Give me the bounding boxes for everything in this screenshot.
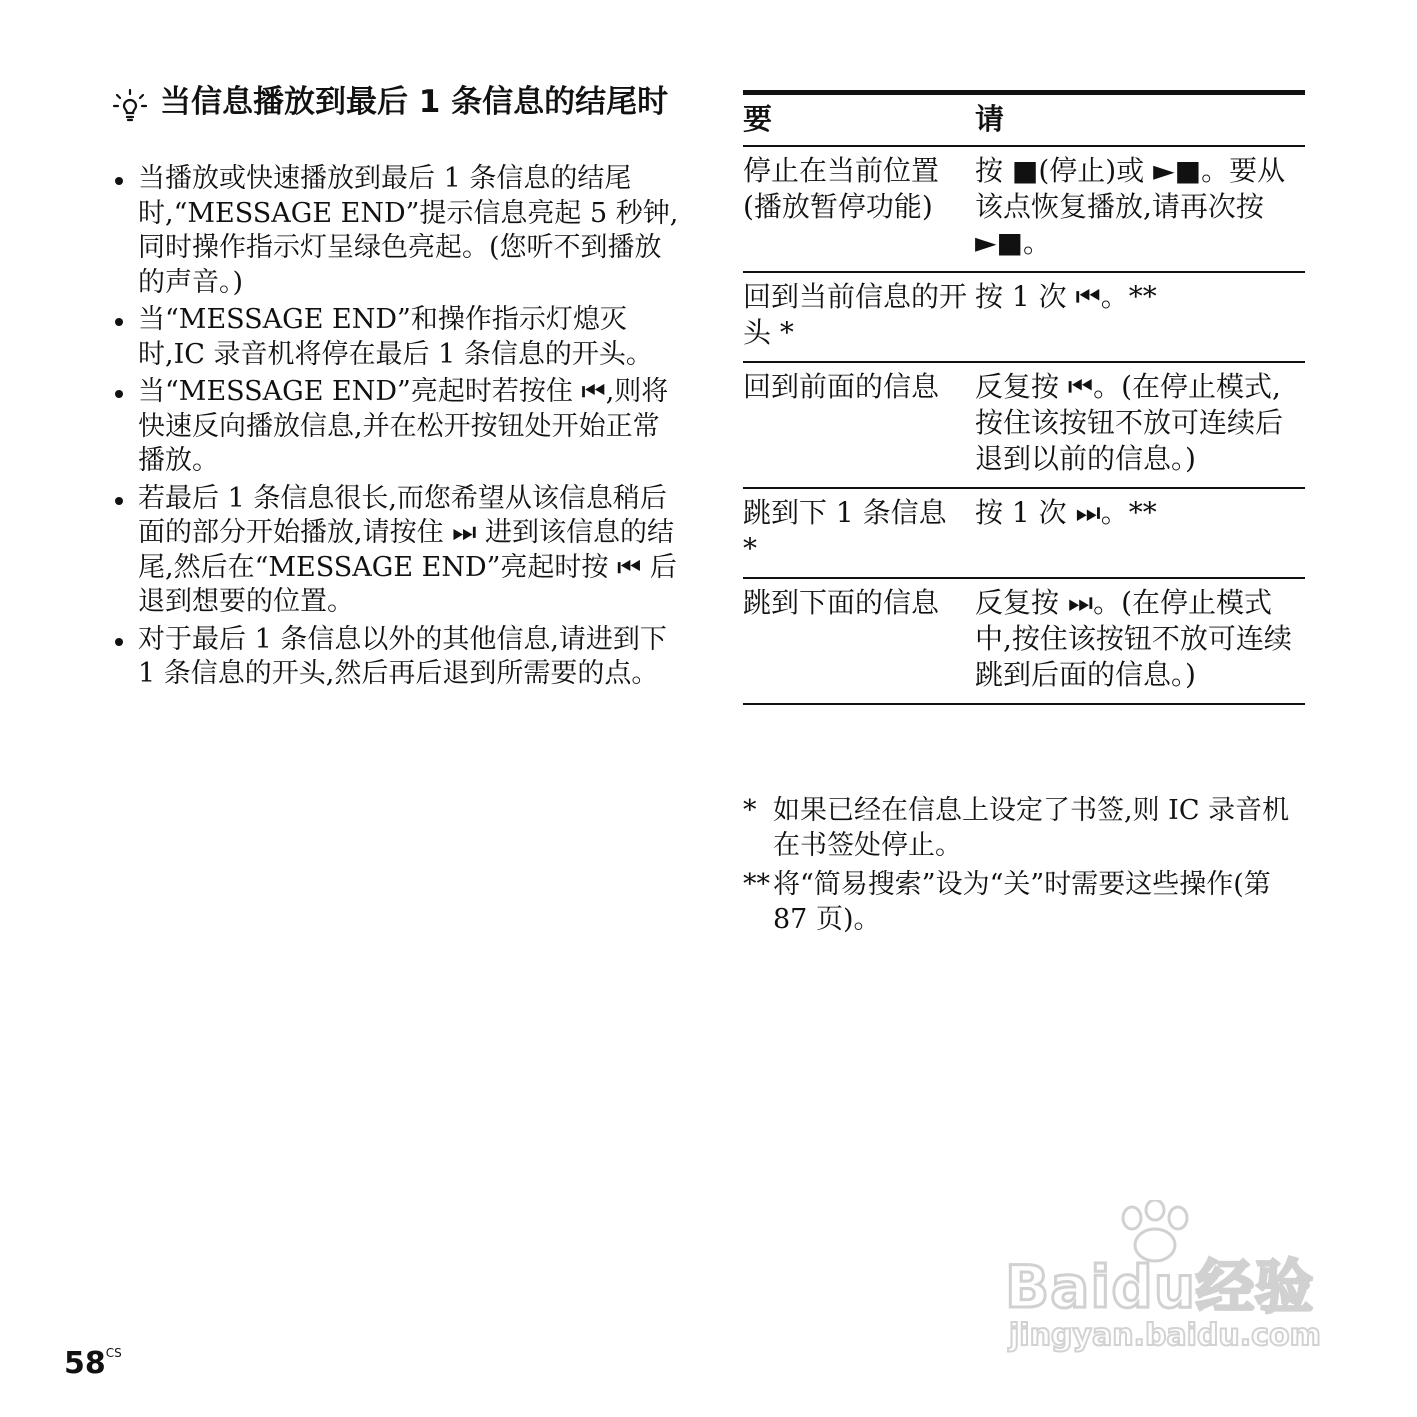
table-row: [743, 272, 1305, 362]
tip-bullet-list: [112, 162, 682, 695]
table-row: [743, 362, 1305, 488]
watermark-logo: Baidu经验: [1005, 1253, 1315, 1321]
table-cell-instruction: 按 ■(停止)或 ►■。要从该点恢复播放,请再次按 ►■。: [975, 146, 1305, 272]
list-item: 对于最后 1 条信息以外的其他信息,请进到下 1 条信息的开头,然后再后退到所需要的点。: [112, 623, 682, 692]
footnote: [743, 794, 1313, 863]
footnote: [743, 868, 1313, 937]
table-header-do: 请: [975, 93, 1305, 147]
table-cell-instruction: 按 1 次 ⏭。**: [975, 488, 1305, 578]
footnote-mark: *: [743, 795, 757, 826]
list-item: 当“MESSAGE END”和操作指示灯熄灭时,IC 录音机将停在最后 1 条信息的开头。: [112, 303, 682, 372]
tip-heading-text: 当信息播放到最后 1 条信息的结尾时: [160, 84, 669, 120]
footnote-mark: **: [743, 869, 770, 900]
list-item: 当“MESSAGE END”亮起时若按住 ⏮,则将快速反向播放信息,并在松开按钮处开始正常播放。: [112, 375, 682, 479]
table-cell-instruction: 反复按 ⏮。(在停止模式,按住该按钮不放可连续后退到以前的信息。): [975, 362, 1305, 488]
table-header-want: 要: [743, 93, 975, 147]
tip-heading: [112, 84, 692, 121]
table-cell-instruction: 反复按 ⏭。(在停止模式中,按住该按钮不放可连续跳到后面的信息。): [975, 578, 1305, 704]
table-cell-instruction: 按 1 次 ⏮。**: [975, 272, 1305, 362]
list-item: 当播放或快速播放到最后 1 条信息的结尾时,“MESSAGE END”提示信息亮起 5 秒钟,同时操作指示灯呈绿色亮起。(您听不到播放的声音。): [112, 162, 682, 300]
lightbulb-icon: [112, 88, 148, 124]
table-header-row: [743, 93, 1305, 147]
watermark-url: jingyan.baidu.com: [1009, 1318, 1321, 1353]
footnote-text: 如果已经在信息上设定了书签,则 IC 录音机在书签处停止。: [773, 795, 1290, 861]
table-cell-action: 回到前面的信息: [743, 362, 975, 488]
table-row: [743, 488, 1305, 578]
list-item: 若最后 1 条信息很长,而您希望从该信息稍后面的部分开始播放,请按住 ⏭ 进到该信息的结尾,然后在“MESSAGE END”亮起时按 ⏮ 后退到想要的位置。: [112, 482, 682, 620]
operations-table: [743, 90, 1305, 705]
footnote-text: 将“简易搜索”设为“关”时需要这些操作(第 87 页)。: [773, 869, 1271, 935]
page-number-value: 58: [64, 1346, 106, 1381]
table-cell-action: 停止在当前位置(播放暂停功能): [743, 146, 975, 272]
table-cell-action: 回到当前信息的开头 *: [743, 272, 975, 362]
table-cell-action: 跳到下 1 条信息 *: [743, 488, 975, 578]
page-number-suffix: CS: [105, 1346, 122, 1360]
page-number: [64, 1346, 122, 1381]
baidu-jingyan-watermark: [1005, 1200, 1345, 1380]
footnotes: [743, 794, 1313, 942]
table-cell-action: 跳到下面的信息: [743, 578, 975, 704]
table-row: [743, 146, 1305, 272]
table-row: [743, 578, 1305, 704]
